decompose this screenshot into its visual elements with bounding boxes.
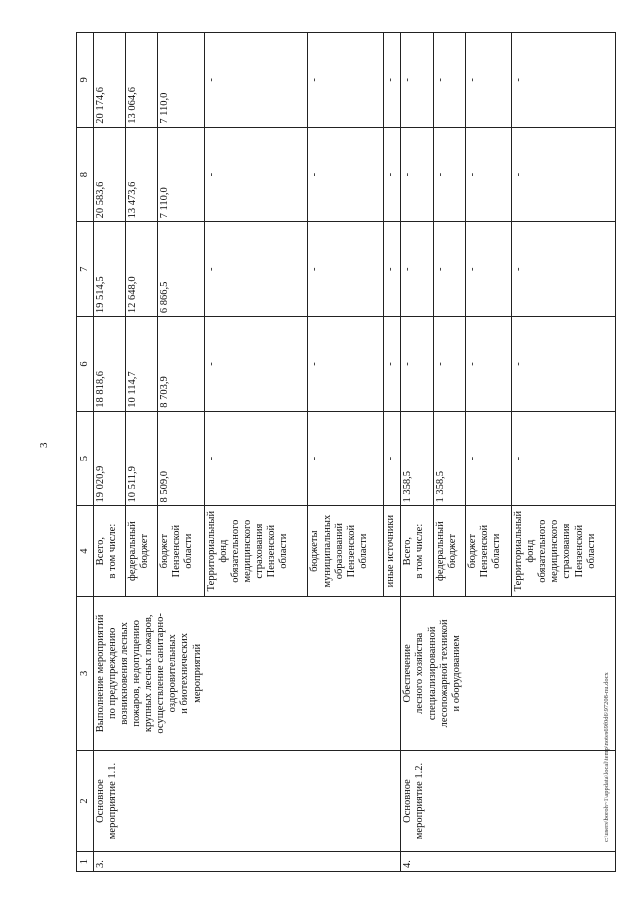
funding-source-label [401,506,433,596]
header-col-4: 4 [77,506,94,596]
value-cell: - [433,127,465,222]
value-cell: - [512,33,616,128]
value-cell: 13 473,6 [126,127,158,222]
source-label-line: области [278,533,290,569]
value-cell: - [433,317,465,412]
source-label-line: Пензенской [478,524,490,578]
value-cell: 19 514,5 [94,222,126,317]
value-cell: - [401,317,433,412]
description-line: осуществление санитарно- [155,613,167,734]
source-label-line: Пензенской [345,524,357,578]
value-cell: - [204,317,308,412]
header-col-9: 9 [77,33,94,128]
funding-source-label [308,506,383,596]
source-label-line: Территориальный [205,510,217,592]
source-label-line: Всего, [402,536,414,566]
program-funding-table [76,32,616,872]
source-label-line: в том числе: [107,523,119,579]
description-line: возникновения лесных [119,622,131,725]
value-cell: - [465,317,511,412]
source-label-line: бюджет [446,533,458,569]
measure-name-line: мероприятие 1.1. [107,762,119,840]
source-label-line: федеральный [434,521,446,581]
funding-source-label [433,506,465,596]
description-line: мероприятий [191,643,203,703]
value-cell: - [512,222,616,317]
funding-source-label [94,506,126,596]
value-cell: 8 703,9 [158,317,204,412]
source-label-line: Пензенской [266,524,278,578]
value-cell: 13 064,6 [126,33,158,128]
header-col-1: 1 [77,852,94,872]
source-label-line: бюджет [139,533,151,569]
measure-description [94,596,401,750]
header-col-6: 6 [77,317,94,412]
source-label-line: муниципальных [321,514,333,588]
source-label-line: Территориальный [513,510,525,592]
table-row [94,33,126,872]
value-cell: - [383,222,401,317]
value-cell: 20 174,6 [94,33,126,128]
value-cell: - [401,222,433,317]
source-label-line: страхования [254,523,266,579]
source-label-line: медицинского [241,519,253,583]
value-cell: - [465,411,511,506]
description-line: оздоровительных [167,634,179,713]
source-label-line: обязательного [229,519,241,583]
source-label-line: в том числе: [414,523,426,579]
value-cell: - [308,33,383,128]
value-cell: - [512,317,616,412]
measure-name-line: мероприятие 1.2. [414,762,426,840]
source-label-line: иные источники [384,514,396,588]
value-cell: - [512,127,616,222]
source-label-line: Всего, [95,536,106,566]
value-cell: - [308,127,383,222]
funding-source-label [512,506,616,596]
value-cell: 6 866,5 [158,222,204,317]
source-label-line: страхования [561,523,573,579]
value-cell: 8 509,0 [158,411,204,506]
source-label-line: области [357,533,369,569]
description-line: лесного хозяйства [414,632,426,714]
funding-source-label [204,506,308,596]
value-cell: - [383,33,401,128]
value-cell: - [204,222,308,317]
description-line: по предупреждению [107,627,119,720]
source-label-line: области [490,533,502,569]
funding-source-label [126,506,158,596]
value-cell: - [465,33,511,128]
header-col-7: 7 [77,222,94,317]
source-label-line: бюджет [159,533,171,569]
description-line: пожаров, недопущению [131,620,143,727]
value-cell: - [308,411,383,506]
source-label-line: области [183,533,195,569]
measure-name-line: Основное [95,779,106,823]
value-cell: 1 358,5 [401,411,433,506]
description-line: специализированной [426,626,438,721]
description-line: Выполнение мероприятий [95,614,106,733]
source-label-line: фонд [217,539,229,563]
header-row [77,33,94,872]
value-cell: 20 583,6 [94,127,126,222]
rotated-table-container [76,32,616,872]
source-label-line: образований [333,523,345,580]
source-label-line: федеральный [127,521,139,581]
value-cell: 10 511,9 [126,411,158,506]
source-label-line: обязательного [537,519,549,583]
file-path-footer: c:\users\boroh~1\appdata\local\temp\notes69f0d6\97208-nu.docx [603,672,610,842]
row-number: 3. [94,852,401,872]
source-label-line: медицинского [549,519,561,583]
funding-source-label [383,506,401,596]
measure-name [401,750,616,851]
header-col-3: 3 [77,596,94,750]
description-line: и оборудованием [450,635,462,712]
value-cell: - [401,33,433,128]
value-cell: - [401,127,433,222]
value-cell: - [465,222,511,317]
value-cell: - [512,411,616,506]
value-cell: 1 358,5 [433,411,465,506]
header-col-8: 8 [77,127,94,222]
funding-source-label [465,506,511,596]
value-cell: - [383,411,401,506]
value-cell: - [204,411,308,506]
description-line: крупных лесных пожаров, [143,614,155,733]
row-number: 4. [401,852,616,872]
value-cell: 18 818,6 [94,317,126,412]
header-col-2: 2 [77,750,94,851]
value-cell: - [204,33,308,128]
value-cell: - [465,127,511,222]
description-line: лесопожарной техникой [438,619,450,728]
description-line: и биотехнических [179,632,191,714]
value-cell: 19 020,9 [94,411,126,506]
value-cell: - [433,222,465,317]
header-col-5: 5 [77,411,94,506]
funding-source-label [158,506,204,596]
page-number: 3 [38,442,50,448]
table-row [401,33,433,872]
description-line: Обеспечение [402,644,414,703]
measure-name [94,750,401,851]
source-label-line: бюджет [466,533,478,569]
value-cell: - [383,317,401,412]
measure-name-line: Основное [402,779,414,823]
source-label-line: области [585,533,597,569]
source-label-line: Пензенской [573,524,585,578]
value-cell: 7 110,0 [158,127,204,222]
value-cell: 7 110,0 [158,33,204,128]
source-label-line: фонд [525,539,537,563]
value-cell: - [308,222,383,317]
value-cell: - [308,317,383,412]
source-label-line: Пензенской [171,524,183,578]
value-cell: - [433,33,465,128]
source-label-line: бюджеты [309,530,321,572]
measure-description [401,596,616,750]
value-cell: - [383,127,401,222]
value-cell: 12 648,0 [126,222,158,317]
value-cell: 10 114,7 [126,317,158,412]
value-cell: - [204,127,308,222]
